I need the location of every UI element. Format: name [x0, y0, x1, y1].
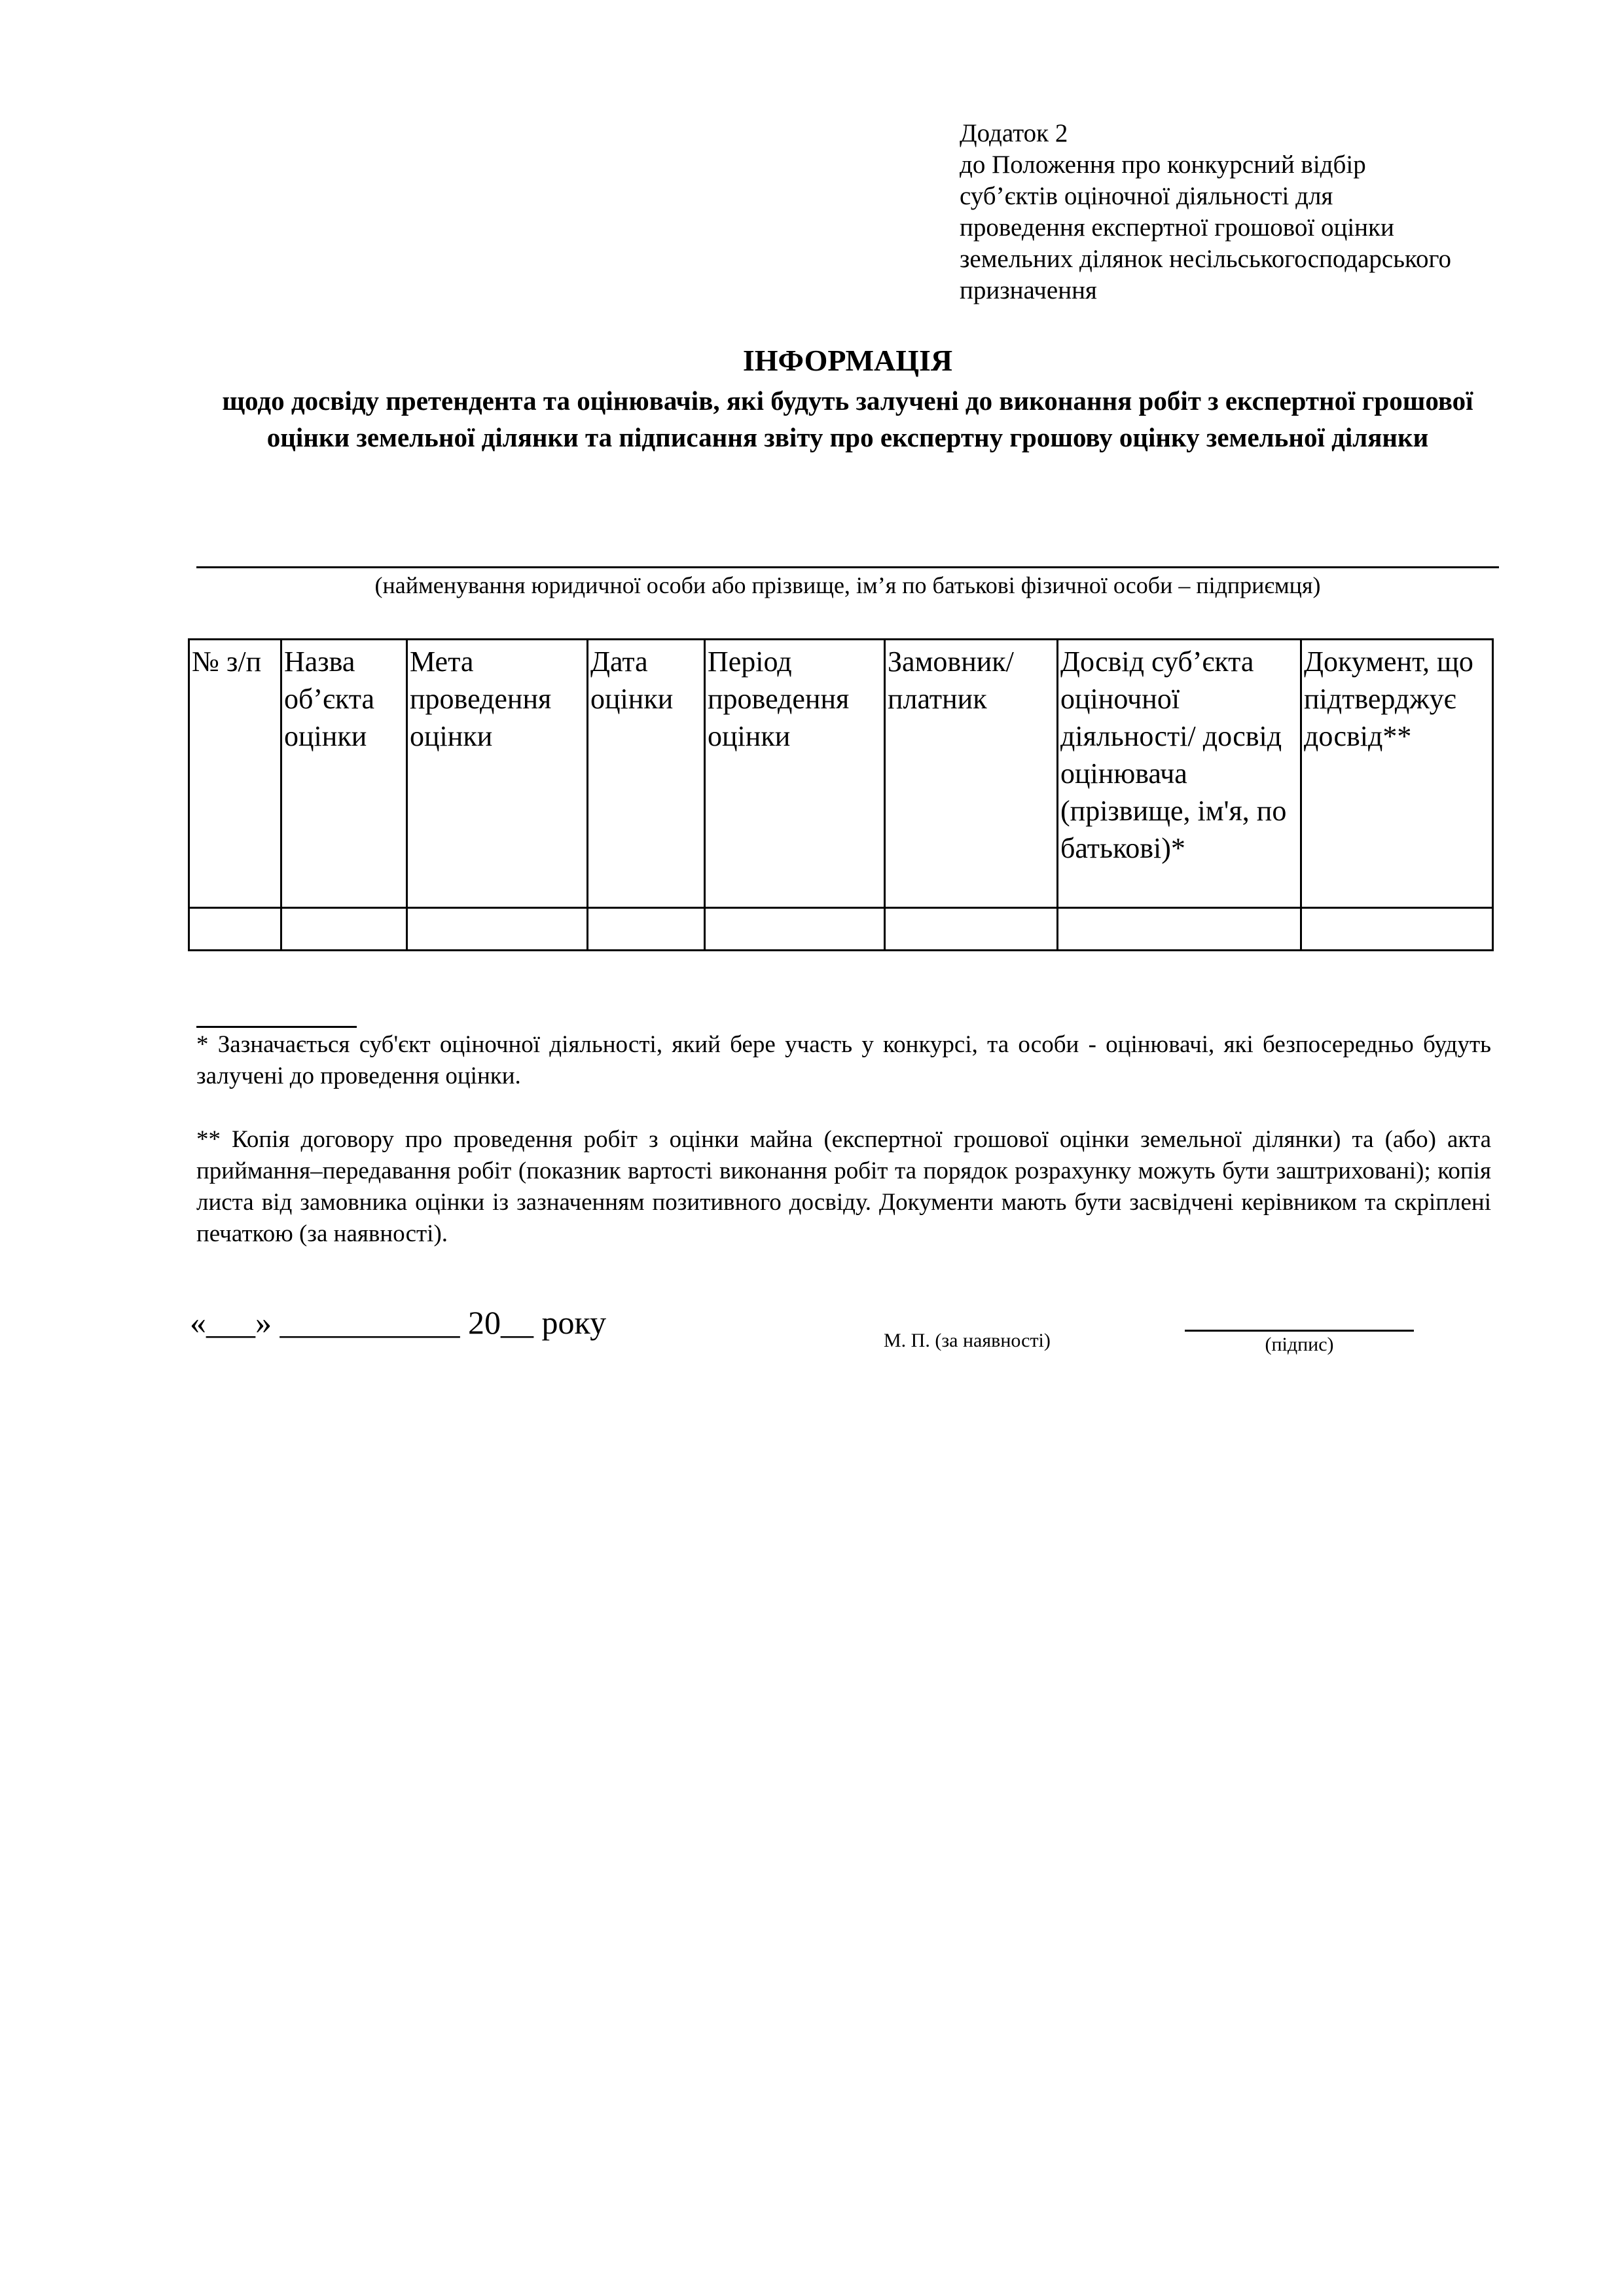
table-cell[interactable]: [407, 908, 588, 951]
footnote-one-star: * Зазначається суб'єкт оціночної діяльності, який бере участь у конкурсі, та особи - оцінювачі, які безпосередньо будуть залучені до проведення оцінки.: [196, 1031, 1491, 1089]
document-subtitle: щодо досвіду претендента та оцінювачів, які будуть залучені до виконання робіт з експертної грошової оцінки земельної ділянки та підписання звіту про експертну грошову оцінку земельної ділянки: [222, 386, 1473, 452]
column-header-period: Період проведення оцінки: [705, 640, 885, 908]
footnote-two-star: ** Копія договору про проведення робіт з оцінки майна (експертної грошової оцінки земельної ділянки) та (або) акта приймання–передавання робіт (показник вартості виконання робіт та порядок розрахунку можуть бути заштриховані); копія листа від замовника оцінки із зазначенням позитивного досвіду. Документи мають бути засвідчені керівником та скріплені печаткою (за наявності).: [196, 1126, 1491, 1247]
table-cell[interactable]: [281, 908, 407, 951]
annex-line: призначення: [960, 276, 1097, 304]
table-cell[interactable]: [1301, 908, 1493, 951]
table-cell[interactable]: [588, 908, 705, 951]
footnote-divider: [196, 1026, 357, 1028]
table-cell[interactable]: [705, 908, 885, 951]
annex-line: земельних ділянок несільськогосподарського: [960, 245, 1451, 273]
annex-line: суб’єктів оціночної діяльності для: [960, 182, 1333, 210]
table-cell[interactable]: [1058, 908, 1301, 951]
column-header-object-name: Назва об’єкта оцінки: [281, 640, 407, 908]
signature-caption: (підпис): [1265, 1334, 1334, 1355]
document-heading: [196, 340, 1499, 456]
applicant-name-field[interactable]: [196, 566, 1499, 568]
column-header-document: Документ, що підтверджує досвід**: [1301, 640, 1493, 908]
table-cell[interactable]: [885, 908, 1058, 951]
annex-title: Додаток 2: [960, 119, 1068, 147]
annex-line: проведення експертної грошової оцінки: [960, 213, 1394, 242]
document-title: ІНФОРМАЦІЯ: [742, 344, 953, 377]
column-header-purpose: Мета проведення оцінки: [407, 640, 588, 908]
signature-field[interactable]: [1185, 1330, 1414, 1332]
table-cell[interactable]: [189, 908, 281, 951]
column-header-customer: Замовник/ платник: [885, 640, 1058, 908]
applicant-name-caption: (найменування юридичної особи або прізвище, ім’я по батькові фізичної особи – підприємця): [374, 572, 1321, 598]
column-header-experience: Досвід суб’єкта оціночної діяльності/ досвід оцінювача (прізвище, ім'я, по батькові)*: [1058, 640, 1301, 908]
annex-header: [960, 118, 1500, 306]
stamp-label: М. П. (за наявності): [884, 1330, 1051, 1351]
date-field[interactable]: «___» ___________ 20__ року: [190, 1304, 607, 1341]
table-header-row: [189, 640, 1493, 908]
table-row: [189, 908, 1493, 951]
column-header-date: Дата оцінки: [588, 640, 705, 908]
experience-table: [188, 638, 1494, 951]
column-header-number: № з/п: [189, 640, 281, 908]
annex-line: до Положення про конкурсний відбір: [960, 151, 1366, 179]
